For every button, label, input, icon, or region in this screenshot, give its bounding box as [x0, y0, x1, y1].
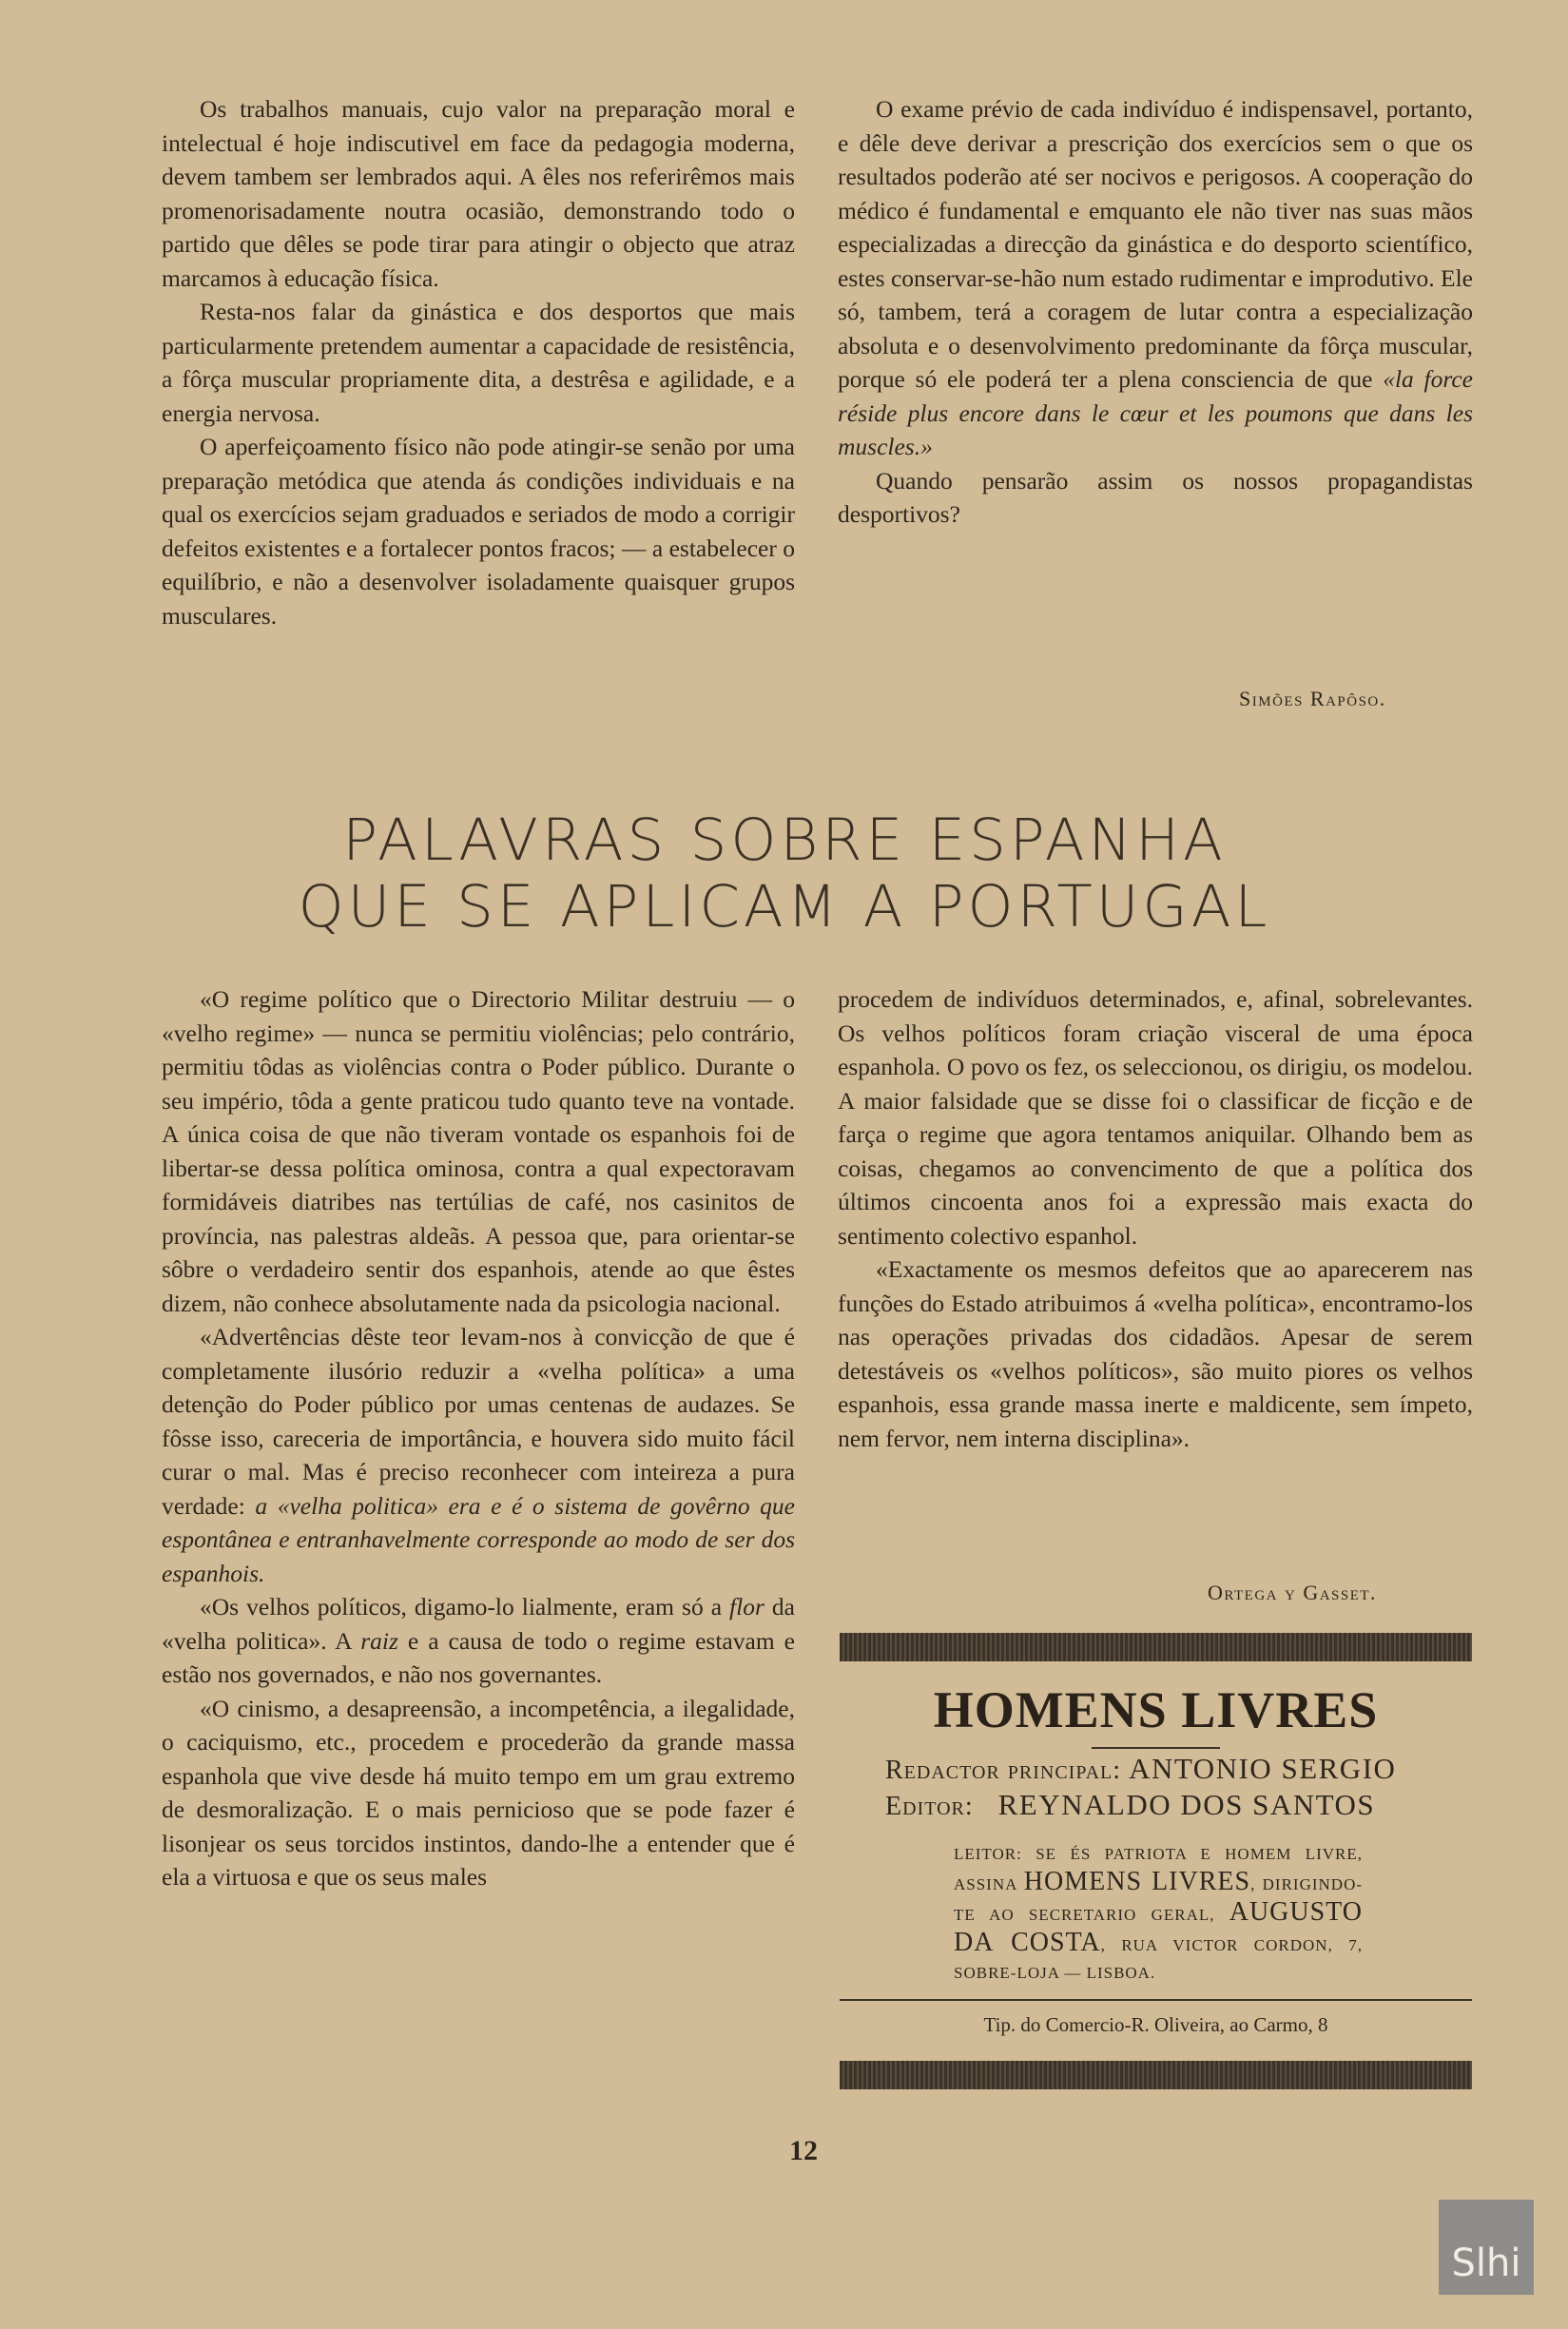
paragraph: Os trabalhos manuais, cujo valor na preparação moral e intelectual é hoje indiscutivel em face da pedagogia moderna, devem tambem ser lembrados aqui. A êles nos referirêmos mais promenorisadamente noutra ocasião, demonstrando todo o partido que dêles se pode tirar para atingir o objecto que atraz marcamos à educação física.: [162, 95, 795, 292]
italic-word: flor: [729, 1593, 765, 1621]
paragraph-text: da «velha politica». A: [162, 1593, 795, 1655]
italic-word: raiz: [360, 1626, 398, 1655]
masthead-title: HOMENS LIVRES: [933, 1681, 1379, 1738]
divider: [1092, 1747, 1220, 1749]
paragraph: Quando pensarão assim os nossos propagandistas desportivos?: [838, 466, 1473, 528]
redactor-label: Redactor principal:: [885, 1756, 1122, 1785]
signature-ortega-y-gasset: Ortega y Gasset.: [1208, 1581, 1378, 1604]
archive-logo: Slhi: [1439, 2200, 1534, 2295]
page-number: 12: [789, 2135, 818, 2166]
redactor-name: ANTONIO SERGIO: [1129, 1752, 1397, 1785]
french-quote: «la force réside plus encore dans le cœur et les poumons que dans les muscles.»: [838, 365, 1473, 460]
paragraph: [162, 1590, 795, 1692]
article2-right-column: [838, 982, 1473, 1455]
article1-right-column: [838, 92, 1473, 532]
editor-name: REYNALDO DOS SANTOS: [997, 1788, 1376, 1821]
article2-left-column: [162, 982, 795, 1894]
redactor-line: [885, 1752, 1396, 1786]
paragraph-text: «Advertências dêste teor levam-nos à convicção de que é completamente ilusório reduzir a «velha política» a uma detenção do Poder público por umas centenas de audazes. Se fôsse isso, careceria de importância, e houvera sido muito fácil curar o mal. Mas é preciso reconhecer com inteireza a pura verdade:: [162, 1323, 795, 1520]
article1-left-column: [162, 92, 795, 632]
paragraph: [162, 1320, 795, 1590]
editor-line: [885, 1788, 1375, 1822]
paragraph: «Exactamente os mesmos defeitos que ao aparecerem nas funções do Estado atribuimos á «velha política», encontramo-los nas operações privadas dos cidadãos. Apesar de serem detestáveis os «velhos políticos», são muito piores os velhos espanhois, essa grande massa inerte e maldicente, sem ímpeto, nem fervor, nem interna disciplina».: [838, 1255, 1473, 1452]
paragraph: [838, 92, 1473, 464]
subscription-notice: [954, 1840, 1363, 1987]
notice-secretary-name: AUGUSTO DA COSTA: [954, 1897, 1363, 1957]
editor-label: Editor:: [885, 1792, 974, 1821]
paragraph: Resta-nos falar da ginástica e dos desportos que mais particularmente pretendem aumentar a capacidade de resistência, a fôrça muscular propriamente dita, a destrêsa e agilidade, e a energia nervosa.: [162, 298, 795, 427]
decorative-bar-top: [840, 1633, 1472, 1661]
notice-text: LEITOR: SE ÉS PATRIOTA E HOMEM LIVRE, ASSINA: [954, 1845, 1363, 1893]
paragraph-text: «Os velhos políticos, digamo-lo lialmente, eram só a: [200, 1593, 730, 1621]
paragraph-continuation: procedem de indivíduos determinados, e, afinal, sobrelevantes. Os velhos políticos foram criação visceral de uma época espanhola. O povo os fez, os seleccionou, os dirigiu, os modelou. A maior falsidade que se disse foi o classificar de ficção e de farça o regime que agora tentamos aniquilar. Olhando bem as coisas, chegamos ao convencimento de que a política dos últimos cincoenta anos foi a expressão mais exacta do sentimento colectivo espanhol.: [838, 985, 1473, 1250]
headline-line-2: QUE SE APLICAM A PORTUGAL: [298, 873, 1271, 941]
notice-text: , RUA VICTOR CORDON, 7, SOBRE-LOJA — LISBOA.: [954, 1936, 1364, 1982]
paragraph-text: e a causa de todo o regime estavam e estão nos governados, e não nos governantes.: [162, 1626, 795, 1688]
signature-simoes-raposo: Simões Rapôso.: [1239, 687, 1386, 710]
paragraph: «O cinismo, a desapreensão, a incompetência, a ilegalidade, o caciquismo, etc., procedem e procederão da grande massa espanhola que vive desde há muito tempo em um grau extremo de desmoralização. E o mais pernicioso que se pode fazer é lisonjear os seus torcidos instintos, dando-lhe a entender que é ela a virtuosa e que os seus males: [162, 1694, 795, 1891]
paragraph: O aperfeiçoamento físico não pode atingir-se senão por uma preparação metódica que atenda ás condições individuais e na qual os exercícios sejam graduados e seriados de modo a corrigir defeitos existentes e a fortalecer pontos fracos; — a estabelecer o equilíbrio, e não a desenvolver isoladamente quaisquer grupos musculares.: [162, 433, 795, 630]
notice-newspaper-name: HOMENS LIVRES: [1023, 1867, 1251, 1896]
decorative-bar-bottom: [840, 2061, 1472, 2089]
divider: [840, 1999, 1472, 2001]
masthead-box: [840, 1633, 1472, 2089]
paragraph: «O regime político que o Directorio Militar destruiu — o «velho regime» — nunca se permitiu violências; pelo contrário, permitiu tôdas as violências contra o Poder público. Durante o seu império, tôda a gente praticou tudo quanto teve na vontade. A única coisa de que não tiveram vontade os espanhois foi de libertar-se dessa política ominosa, contra a qual expectoravam formidáveis diatribes nas tertúlias de café, nos casinitos de província, nas palestras aldeãs. A pessoa que, para orientar-se sôbre o verdadeiro sentir dos espanhois, atende ao que êstes dizem, não conhece absolutamente nada da psicologia nacional.: [162, 985, 795, 1317]
headline-line-1: PALAVRAS SOBRE ESPANHA: [342, 806, 1227, 874]
italic-text: a «velha politica» era e é o sistema de govêrno que espontânea e entranhavelmente corresponde ao modo de ser dos espanhois.: [162, 1491, 796, 1587]
paragraph-text: O exame prévio de cada indivíduo é indispensavel, portanto, e dêle deve derivar a prescrição dos exercícios sem o que os resultados poderão até ser nocivos e perigosos. A cooperação do médico é fundamental e emquanto ele não tiver nas suas mãos especializadas a direcção da ginástica e do desporto scientífico, estes conservar-se-hão num estado rudimentar e improdutivo. Ele só, tambem, terá a coragem de lutar contra a especialização absoluta e o desenvolvimento predominante da fôrça muscular, porque só ele poderá ter a plena consciencia de que: [838, 95, 1473, 393]
printer-credit: Tip. do Comercio-R. Oliveira, ao Carmo, 8: [983, 2013, 1328, 2036]
notice-text: , DIRIGINDO-TE AO SECRETARIO GERAL,: [954, 1875, 1364, 1924]
